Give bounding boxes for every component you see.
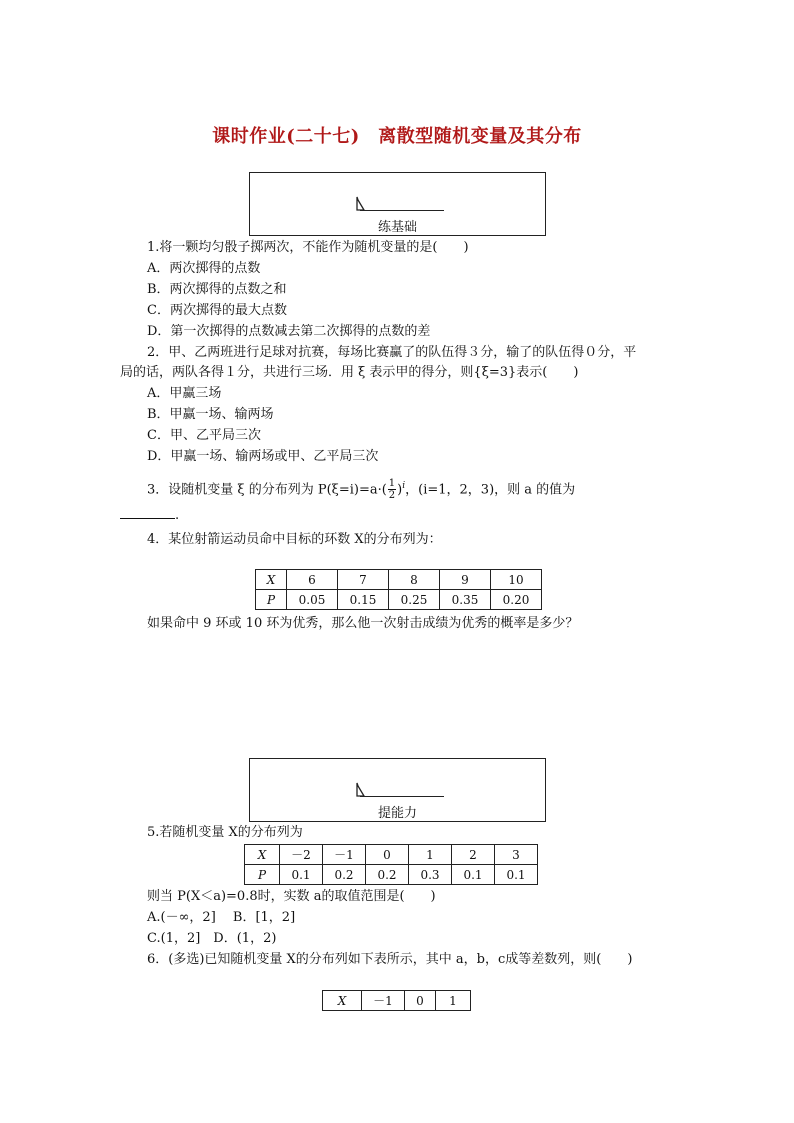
table-cell: 8 — [389, 570, 440, 590]
q4-stem: 4．某位射箭运动员命中目标的环数 X的分布列为： — [147, 532, 442, 547]
q5-stem: 5.若随机变量 X的分布列为 — [147, 825, 303, 840]
table-cell: －1 — [362, 991, 405, 1011]
q5-distribution-table — [244, 844, 538, 885]
q3-formula-a: P(ξ=i)=a·( — [317, 482, 387, 498]
q3-fraction — [388, 478, 396, 501]
q2-line1: 2．甲、乙两班进行足球对抗赛，每场比赛赢了的队伍得３分，输了的队伍得０分，平 — [147, 345, 637, 360]
page-title: 课时作业(二十七) 离散型随机变量及其分布 — [212, 126, 582, 147]
table-row — [323, 991, 471, 1011]
q3-pre: 3．设随机变量 ξ 的分布列为 — [147, 482, 314, 498]
table-cell: 0.35 — [440, 590, 491, 610]
section-label: 提能力 — [377, 806, 417, 821]
table-cell: 0.3 — [409, 865, 452, 885]
q3-end: . — [175, 508, 180, 523]
q4-distribution-table — [255, 569, 542, 610]
frac-numerator: 1 — [388, 478, 396, 490]
q1-option-c: C．两次掷得的最大点数 — [147, 303, 287, 318]
table-cell: 0.2 — [366, 865, 409, 885]
table-cell: 0 — [405, 991, 436, 1011]
table-cell: P — [245, 865, 280, 885]
table-cell: P — [256, 590, 287, 610]
table-cell: X — [256, 570, 287, 590]
section-header-advanced — [249, 758, 546, 822]
q3-post: ，(i=1，2，3)，则 a 的值为 — [405, 482, 576, 498]
section-label: 练基础 — [377, 220, 417, 235]
q2-option-b: B．甲赢一场、输两场 — [147, 407, 274, 422]
table-cell: －2 — [280, 845, 323, 865]
q1-option-d: D．第一次掷得的点数减去第二次掷得的点数的差 — [147, 324, 431, 339]
q3-answer-line — [120, 505, 179, 527]
q3-exponent: i — [402, 481, 406, 491]
table-cell: －1 — [323, 845, 366, 865]
table-cell: X — [323, 991, 362, 1011]
table-cell: 2 — [452, 845, 495, 865]
table-cell: 0 — [366, 845, 409, 865]
q3-formula-b: ) — [397, 482, 403, 498]
q2-option-d: D．甲赢一场、输两场或甲、乙平局三次 — [147, 449, 379, 464]
q5-condition: 则当 P(X＜a)=0.8时，实数 a的取值范围是( ) — [147, 889, 436, 904]
q2-option-c: C．甲、乙平局三次 — [147, 428, 261, 443]
q2-line2: 局的话，两队各得１分，共进行三场．用 ξ 表示甲的得分，则{ξ=3}表示( ) — [120, 365, 579, 380]
table-cell: 1 — [409, 845, 452, 865]
q6-stem: 6．(多选)已知随机变量 X的分布列如下表所示，其中 a，b，c成等差数列，则( ) — [147, 952, 633, 967]
table-row — [256, 570, 542, 590]
table-row — [245, 865, 538, 885]
table-cell: 0.05 — [287, 590, 338, 610]
table-cell: 0.1 — [452, 865, 495, 885]
table-cell: 6 — [287, 570, 338, 590]
answer-blank[interactable] — [120, 505, 175, 519]
table-cell: 3 — [495, 845, 538, 865]
table-cell: 0.1 — [280, 865, 323, 885]
section-header-basic — [249, 172, 546, 236]
q3-line — [147, 475, 575, 501]
underline — [360, 210, 444, 211]
table-cell: X — [245, 845, 280, 865]
q5-options-line2: C.(1，2] D．(1，2) — [147, 931, 277, 946]
q2-option-a: A．甲赢三场 — [147, 386, 222, 401]
table-cell: 0.20 — [491, 590, 542, 610]
table-cell: 9 — [440, 570, 491, 590]
table-cell: 0.25 — [389, 590, 440, 610]
q1-option-b: B．两次掷得的点数之和 — [147, 282, 287, 297]
q6-distribution-table — [322, 990, 471, 1011]
table-cell: 10 — [491, 570, 542, 590]
underline — [360, 796, 444, 797]
q5-options-line1: A.(－∞，2] B．[1，2] — [147, 910, 296, 925]
q4-question: 如果命中 9 环或 10 环为优秀，那么他一次射击成绩为优秀的概率是多少？ — [147, 616, 579, 631]
table-cell: 0.2 — [323, 865, 366, 885]
table-cell: 1 — [436, 991, 471, 1011]
table-row — [245, 845, 538, 865]
frac-denominator: 2 — [388, 490, 396, 502]
q1-option-a: A．两次掷得的点数 — [147, 261, 261, 276]
table-cell: 7 — [338, 570, 389, 590]
table-cell: 0.15 — [338, 590, 389, 610]
table-row — [256, 590, 542, 610]
table-cell: 0.1 — [495, 865, 538, 885]
q1-stem: 1.将一颗均匀骰子掷两次，不能作为随机变量的是( ) — [147, 240, 469, 255]
